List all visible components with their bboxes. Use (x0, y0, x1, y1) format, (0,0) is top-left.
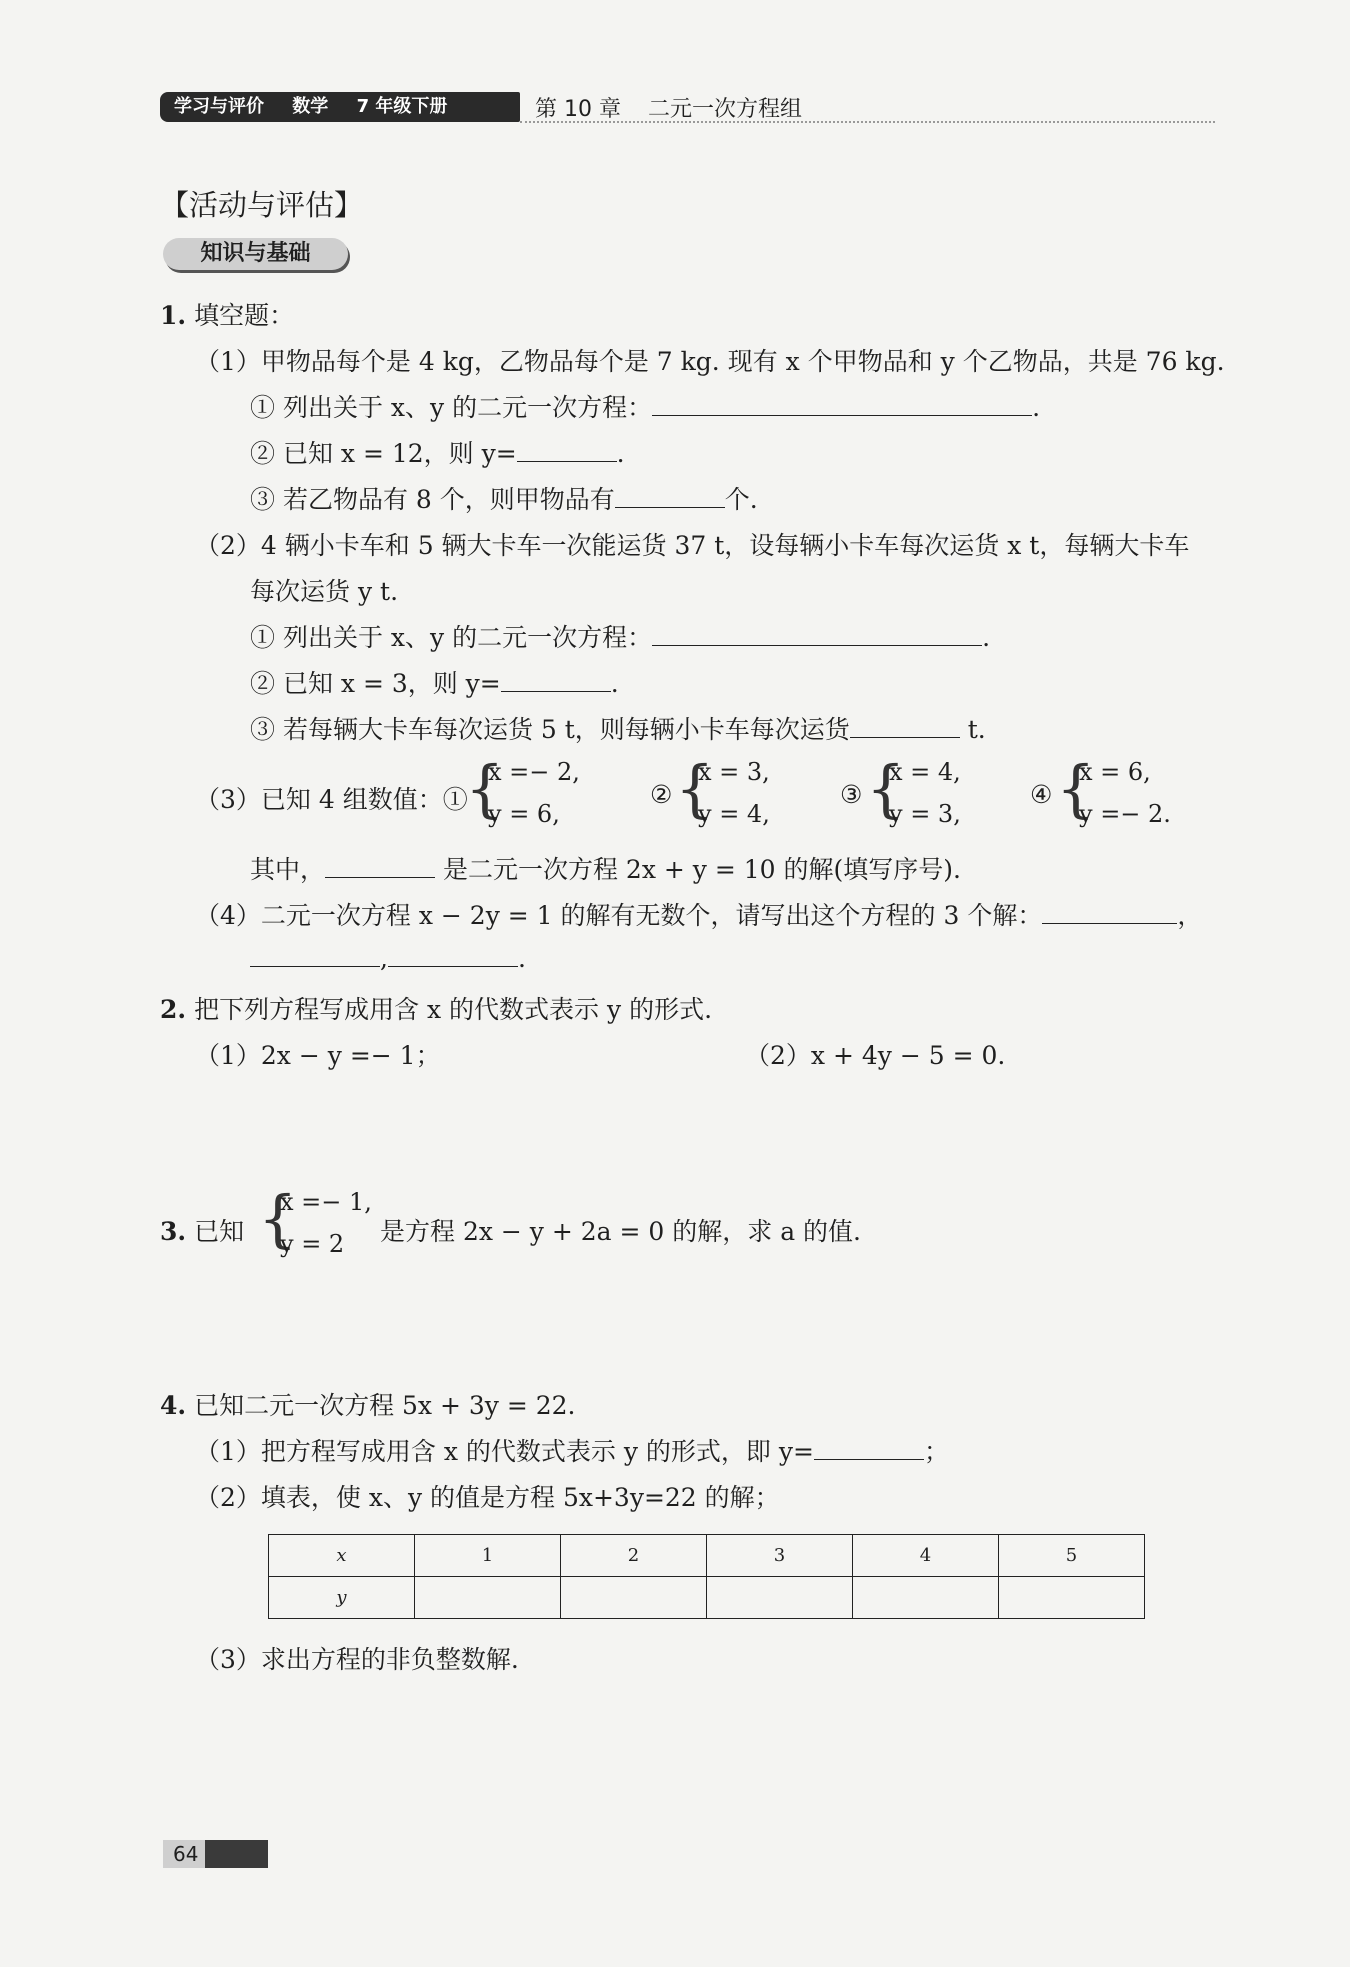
table-cell: 1 (415, 1535, 561, 1577)
q1-part2-b: ② 已知 x = 3，则 y= . (250, 669, 619, 698)
q4-part1-end: ； (923, 1437, 949, 1466)
system-3-line-x: x = 4, (889, 758, 961, 786)
q1-stem (160, 296, 294, 332)
brace-icon: { (675, 752, 715, 825)
header-series: 学习与评价 (174, 96, 264, 117)
table-cell: 4 (853, 1535, 999, 1577)
table-cell: 2 (561, 1535, 707, 1577)
table-cell-input[interactable] (853, 1577, 999, 1619)
q3-tail: 是方程 2x − y + 2a = 0 的解，求 a 的值. (380, 1217, 862, 1246)
table-row-x (269, 1535, 1145, 1577)
brace-icon: { (258, 1182, 298, 1255)
answer-blank[interactable] (652, 414, 1032, 416)
q1-part2-a: ① 列出关于 x、y 的二元一次方程： . (250, 623, 991, 652)
table-cell: y (269, 1577, 415, 1619)
answer-blank[interactable] (615, 506, 725, 508)
q2-stem-text: 把下列方程写成用含 x 的代数式表示 y 的形式. (194, 995, 713, 1024)
q1-part3-lead: （3）已知 4 组数值：① (195, 785, 468, 814)
system-4 (1079, 758, 1171, 828)
q1-part1-a: ① 列出关于 x、y 的二元一次方程： . (250, 393, 1041, 422)
q2-part2: （2）x + 4y − 5 = 0. (745, 1041, 1006, 1070)
q3-system-line-x: x =− 1, (280, 1188, 372, 1216)
system-4-line-y: y =− 2. (1079, 800, 1171, 828)
q1-part2-line1: （2）4 辆小卡车和 5 辆大卡车一次能运货 37 t，设每辆小卡车每次运货 x t，每辆大卡车 (195, 531, 1190, 560)
chapter-heading (535, 92, 822, 123)
header-subject: 数学 (292, 96, 329, 117)
table-row-y (269, 1577, 1145, 1619)
q2-number: 2. (160, 995, 187, 1024)
q1-part1-c (250, 480, 758, 516)
q1-part4-comma: ， (1177, 901, 1203, 930)
q3-system (280, 1188, 372, 1258)
system-3-marker: ③ (840, 780, 863, 809)
answer-blank[interactable] (325, 876, 435, 878)
q4-part3: （3）求出方程的非负整数解. (195, 1645, 519, 1674)
system-2 (698, 758, 770, 828)
q1-part2-c-end: t. (967, 715, 986, 744)
q3-lead (160, 1212, 244, 1248)
system-2-line-x: x = 3, (698, 758, 770, 786)
system-4-marker: ④ (1030, 780, 1053, 809)
table-cell: 3 (707, 1535, 853, 1577)
system-2-marker: ② (650, 780, 673, 809)
table-cell: x (269, 1535, 415, 1577)
answer-blank[interactable] (250, 965, 380, 967)
header-grade: 7 年级下册 (356, 96, 448, 117)
q3-system-line-y: y = 2 (280, 1230, 345, 1258)
brace-icon: { (1056, 752, 1096, 825)
answer-blank[interactable] (1042, 922, 1177, 924)
q1-part4-line2: , . (250, 944, 526, 973)
q1-part1-b: ② 已知 x = 12，则 y= . (250, 439, 625, 468)
q3-number: 3. (160, 1217, 187, 1246)
table-cell-input[interactable] (999, 1577, 1145, 1619)
page-number-tab (163, 1840, 268, 1868)
q1-part3-line2-b: 是二元一次方程 2x + y = 10 的解(填写序号). (442, 855, 961, 884)
system-3 (889, 758, 961, 828)
system-1-line-x: x =− 2, (488, 758, 580, 786)
table-cell-input[interactable] (707, 1577, 853, 1619)
chapter-title: 二元一次方程组 (647, 97, 802, 122)
q4-part1 (195, 1432, 949, 1468)
table-cell-input[interactable] (415, 1577, 561, 1619)
q1-part2-a-text: ① 列出关于 x、y 的二元一次方程： (250, 623, 653, 652)
q1-part1-c-text: ③ 若乙物品有 8 个，则甲物品有 (250, 485, 615, 514)
section-title: 【活动与评估】 (160, 188, 364, 222)
system-2-line-y: y = 4, (698, 800, 770, 828)
q3-lead-text: 已知 (194, 1217, 245, 1246)
q1-part1-b-text: ② 已知 x = 12，则 y= (250, 439, 517, 468)
table-cell: 5 (999, 1535, 1145, 1577)
answer-blank[interactable] (388, 965, 518, 967)
table-cell-input[interactable] (561, 1577, 707, 1619)
q1-number: 1. (160, 301, 187, 330)
q4-part2: （2）填表，使 x、y 的值是方程 5x+3y=22 的解； (195, 1483, 780, 1512)
q2-stem (160, 990, 712, 1026)
answer-blank[interactable] (501, 690, 611, 692)
page-number: 64 (173, 1842, 199, 1866)
answer-blank[interactable] (850, 736, 960, 738)
answer-blank[interactable] (814, 1458, 924, 1460)
q1-part1-a-text: ① 列出关于 x、y 的二元一次方程： (250, 393, 653, 422)
q2-part1: （1）2x − y =− 1； (195, 1041, 441, 1070)
solution-table (268, 1534, 1145, 1619)
q1-stem-text: 填空题： (194, 301, 295, 330)
q1-part2-line2: 每次运货 y t. (250, 577, 399, 606)
header-divider (520, 121, 1215, 123)
header-series-bar (160, 92, 520, 122)
system-4-line-x: x = 6, (1079, 758, 1151, 786)
section-tag: 知识与基础 (163, 238, 348, 270)
q1-part1-text: （1）甲物品每个是 4 kg，乙物品每个是 7 kg. 现有 x 个甲物品和 y 个乙物品，共是 76 kg. (195, 347, 1225, 376)
system-1 (488, 758, 580, 828)
q1-part1-c-end: 个. (724, 485, 758, 514)
q1-part2-c (250, 710, 986, 746)
q1-part2-c-text: ③ 若每辆大卡车每次运货 5 t，则每辆小卡车每次运货 (250, 715, 850, 744)
q4-stem-text: 已知二元一次方程 5x + 3y = 22. (194, 1391, 576, 1420)
system-3-line-y: y = 3, (889, 800, 961, 828)
q4-stem (160, 1386, 575, 1422)
q1-part3-line2 (250, 850, 961, 886)
q1-part3-line2-a: 其中， (250, 855, 326, 884)
brace-icon: { (465, 752, 505, 825)
q1-part4-text: （4）二元一次方程 x − 2y = 1 的解有无数个，请写出这个方程的 3 个解： (195, 901, 1043, 930)
q4-number: 4. (160, 1391, 187, 1420)
system-1-line-y: y = 6, (488, 800, 560, 828)
answer-blank[interactable] (517, 460, 617, 462)
chapter-number: 第 10 章 (535, 97, 621, 122)
answer-blank[interactable] (652, 644, 982, 646)
q1-part2-b-text: ② 已知 x = 3，则 y= (250, 669, 501, 698)
q4-part1-text: （1）把方程写成用含 x 的代数式表示 y 的形式，即 y= (195, 1437, 814, 1466)
q1-part4-line1 (195, 896, 1202, 932)
brace-icon: { (866, 752, 906, 825)
